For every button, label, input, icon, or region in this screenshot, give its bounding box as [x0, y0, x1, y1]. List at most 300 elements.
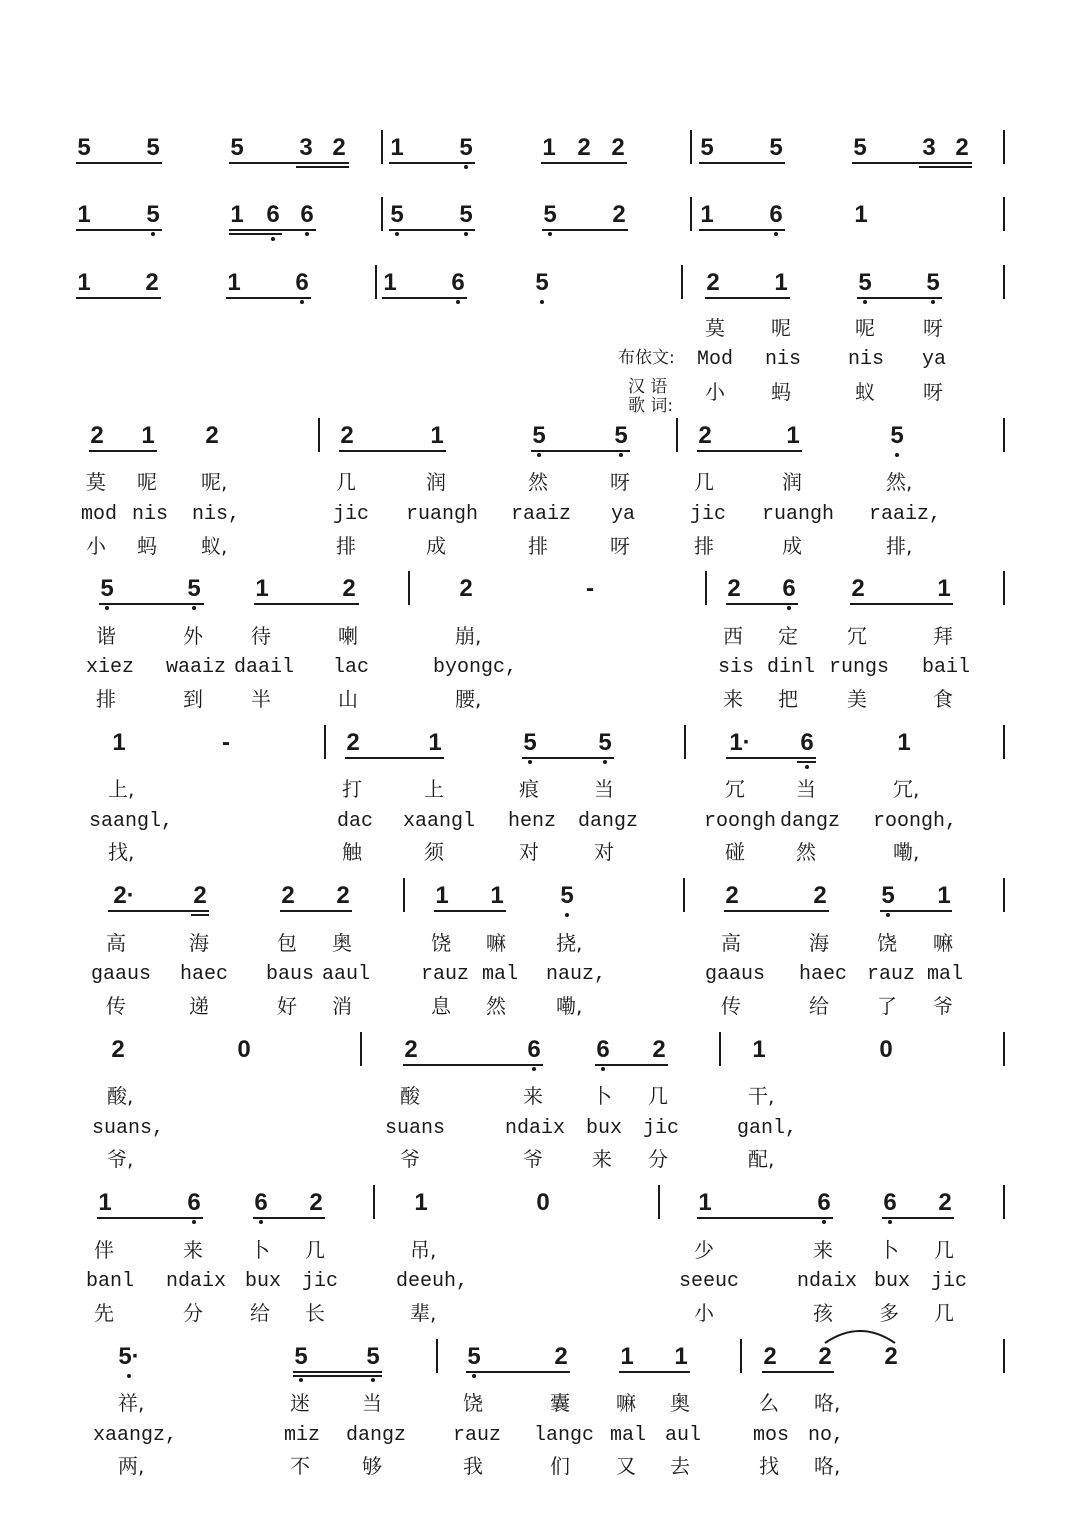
- lyric-buyi: langc: [534, 1424, 595, 1447]
- beam: [293, 1375, 382, 1377]
- note: 2: [813, 882, 827, 909]
- barline: [690, 197, 692, 231]
- barline: [1003, 1339, 1005, 1373]
- chinese-label-b: 歌 词:: [628, 396, 674, 416]
- note: 1: [700, 201, 714, 228]
- lyric-char: 么: [759, 1391, 779, 1415]
- low-dot: [787, 606, 791, 610]
- beam: [191, 914, 209, 916]
- note: 6: [596, 1036, 610, 1063]
- note: 6: [782, 575, 796, 602]
- lyric-char: 几: [694, 470, 714, 494]
- lyric-buyi: lac: [333, 656, 370, 679]
- note: 5: [890, 422, 904, 449]
- beam: [882, 1217, 954, 1219]
- lyric-translation: 们: [550, 1454, 570, 1478]
- beam: [345, 757, 444, 759]
- note: 5: [700, 134, 714, 161]
- barline: [375, 265, 377, 299]
- lyric-translation: 山: [338, 687, 358, 711]
- lyric-translation: 递: [189, 994, 209, 1018]
- lyric-char: 呀: [610, 470, 630, 494]
- note: 2: [763, 1343, 777, 1370]
- lyric-char: 谐: [96, 624, 116, 648]
- barline: [683, 878, 685, 912]
- note: 2: [611, 134, 625, 161]
- barline: [1003, 418, 1005, 452]
- beam: [389, 229, 475, 231]
- lyric-translation: 排: [96, 687, 116, 711]
- lyric-translation: 两,: [118, 1454, 145, 1478]
- beam: [403, 1064, 543, 1066]
- lyric-char: 莫: [86, 470, 106, 494]
- lyric-char: 冗: [725, 777, 745, 801]
- lyric-buyi: bail: [922, 656, 971, 679]
- beam: [705, 297, 790, 299]
- note: 1: [435, 882, 449, 909]
- barline: [719, 1032, 721, 1066]
- lyric-translation: 碰: [725, 840, 745, 864]
- note: -: [586, 575, 594, 602]
- lyric-char: 咯,: [814, 1391, 841, 1415]
- lyric-buyi: suans: [385, 1117, 446, 1140]
- lyric-char: 奥: [332, 931, 352, 955]
- lyric-translation: 排: [336, 534, 356, 558]
- lyric-char: 喇: [338, 624, 358, 648]
- lyric-char: 呢: [137, 470, 157, 494]
- lyric-buyi: suans,: [92, 1117, 165, 1140]
- lyric-buyi: rauz: [867, 963, 916, 986]
- beam: [595, 1064, 668, 1066]
- beam: [108, 910, 209, 912]
- lyric-translation: 把: [778, 687, 798, 711]
- lyric-translation: 不: [290, 1454, 310, 1478]
- note: 1: [786, 422, 800, 449]
- lyric-translation: 成: [782, 534, 802, 558]
- note: 6: [295, 269, 309, 296]
- lyric-translation: 好: [277, 994, 297, 1018]
- lyric-translation: 找: [759, 1454, 779, 1478]
- lyric-translation: 配,: [748, 1147, 775, 1171]
- note: 5: [523, 729, 537, 756]
- lyric-translation: 食: [933, 687, 953, 711]
- low-dot: [456, 300, 460, 304]
- lyric-translation: 蚂: [771, 380, 791, 404]
- lyric-buyi: dangz: [578, 810, 639, 833]
- barline: [408, 571, 410, 605]
- low-dot: [105, 606, 109, 610]
- note: 6: [187, 1189, 201, 1216]
- beam: [76, 162, 162, 164]
- note: 2: [111, 1036, 125, 1063]
- lyric-char: 定: [778, 624, 798, 648]
- lyric-translation: 半: [251, 687, 271, 711]
- note: 2: [346, 729, 360, 756]
- beam: [857, 297, 942, 299]
- beam: [726, 603, 798, 605]
- lyric-char: 润: [426, 470, 446, 494]
- lyric-buyi: ruangh: [406, 503, 479, 526]
- note: 1: [390, 134, 404, 161]
- lyric-buyi: xaangz,: [93, 1424, 178, 1447]
- note: 2: [554, 1343, 568, 1370]
- lyric-char: 然,: [886, 470, 913, 494]
- note: 5: [614, 422, 628, 449]
- low-dot: [565, 913, 569, 917]
- lyric-buyi: daail: [234, 656, 295, 679]
- lyric-buyi: dac: [337, 810, 374, 833]
- tie-arc: [823, 1325, 897, 1345]
- lyric-char: 呀: [923, 316, 943, 340]
- lyric-buyi: saangl,: [89, 810, 174, 833]
- low-dot: [464, 165, 468, 169]
- low-dot: [151, 232, 155, 236]
- barline: [1003, 571, 1005, 605]
- note: 5: [881, 882, 895, 909]
- beam: [76, 297, 161, 299]
- lyric-buyi: roongh,: [873, 810, 958, 833]
- beam: [880, 910, 952, 912]
- barline: [684, 725, 686, 759]
- barline: [324, 725, 326, 759]
- note: 2: [340, 422, 354, 449]
- lyric-char: 上,: [108, 777, 135, 801]
- note: 6: [527, 1036, 541, 1063]
- lyric-buyi: nis: [848, 348, 885, 371]
- lyric-char: 干,: [748, 1084, 775, 1108]
- lyric-translation: 来: [592, 1147, 612, 1171]
- lyric-buyi: dangz: [780, 810, 841, 833]
- note: 2·: [113, 882, 135, 909]
- beam: [850, 603, 953, 605]
- lyric-char: 饶: [431, 931, 451, 955]
- barline: [658, 1185, 660, 1219]
- lyric-translation: 爷: [523, 1147, 543, 1171]
- barline: [1003, 1185, 1005, 1219]
- lyric-char: 伴: [94, 1238, 114, 1262]
- lyric-translation: 爷: [400, 1147, 420, 1171]
- beam: [226, 297, 311, 299]
- note: 2: [342, 575, 356, 602]
- note: 1: [141, 422, 155, 449]
- lyric-translation: 分: [648, 1147, 668, 1171]
- note: 1: [230, 201, 244, 228]
- lyric-char: 囊: [550, 1391, 570, 1415]
- low-dot: [863, 300, 867, 304]
- beam: [229, 229, 316, 231]
- low-dot: [371, 1378, 375, 1382]
- lyric-translation: 美: [847, 687, 867, 711]
- note: -: [222, 729, 230, 756]
- note: 2: [90, 422, 104, 449]
- lyric-translation: 消: [332, 994, 352, 1018]
- note: 1·: [729, 729, 751, 756]
- lyric-translation: 传: [721, 994, 741, 1018]
- note: 5: [543, 201, 557, 228]
- lyric-char: 崩,: [455, 624, 482, 648]
- note: 1: [774, 269, 788, 296]
- lyric-translation: 嘞,: [893, 840, 920, 864]
- low-dot: [540, 300, 544, 304]
- note: 5: [769, 134, 783, 161]
- lyric-char: 奥: [670, 1391, 690, 1415]
- note: 5: [858, 269, 872, 296]
- lyric-char: 润: [782, 470, 802, 494]
- low-dot: [931, 300, 935, 304]
- note: 1: [752, 1036, 766, 1063]
- lyric-translation: 排: [694, 534, 714, 558]
- lyric-translation: 辈,: [410, 1301, 437, 1325]
- lyric-char: 几: [305, 1238, 325, 1262]
- lyric-char: 上: [424, 777, 444, 801]
- low-dot: [532, 1067, 536, 1071]
- note: 2: [332, 134, 346, 161]
- beam: [99, 603, 204, 605]
- lyric-translation: 长: [305, 1301, 325, 1325]
- lyric-translation: 来: [723, 687, 743, 711]
- lyric-buyi: jic: [333, 503, 370, 526]
- barline: [1003, 130, 1005, 164]
- lyric-buyi: dinl: [767, 656, 816, 679]
- note: 6: [451, 269, 465, 296]
- note: 5: [532, 422, 546, 449]
- beam: [724, 910, 829, 912]
- lyric-translation: 给: [250, 1301, 270, 1325]
- lyric-translation: 呀: [923, 380, 943, 404]
- note: 5: [146, 134, 160, 161]
- lyric-char: 酸: [400, 1084, 420, 1108]
- lyric-buyi: mod: [81, 503, 118, 526]
- lyric-buyi: bux: [586, 1117, 623, 1140]
- low-dot: [774, 232, 778, 236]
- lyric-char: 当: [796, 777, 816, 801]
- lyric-translation: 爷,: [107, 1147, 134, 1171]
- low-dot: [603, 760, 607, 764]
- lyric-translation: 传: [106, 994, 126, 1018]
- barline: [690, 130, 692, 164]
- lyric-char: 来: [523, 1084, 543, 1108]
- lyric-translation: 去: [670, 1454, 690, 1478]
- note: 5: [459, 201, 473, 228]
- lyric-char: 当: [362, 1391, 382, 1415]
- lyric-buyi: ndaix: [797, 1270, 858, 1293]
- beam: [619, 1371, 690, 1373]
- lyric-buyi: aul: [665, 1424, 702, 1447]
- lyric-char: 外: [183, 624, 203, 648]
- lyric-buyi: gaaus: [91, 963, 152, 986]
- lyric-char: 然: [528, 470, 548, 494]
- lyric-translation: 息: [431, 994, 451, 1018]
- lyric-buyi: nis: [132, 503, 169, 526]
- beam: [699, 162, 785, 164]
- lyric-char: 几: [934, 1238, 954, 1262]
- note: 5: [853, 134, 867, 161]
- lyric-buyi: haec: [799, 963, 848, 986]
- note: 2: [706, 269, 720, 296]
- lyric-buyi: mal: [610, 1424, 647, 1447]
- note: 5: [100, 575, 114, 602]
- low-dot: [886, 913, 890, 917]
- lyric-translation: 触: [342, 840, 362, 864]
- lyric-buyi: waaiz: [166, 656, 227, 679]
- beam: [797, 761, 816, 763]
- lyric-translation: 排: [528, 534, 548, 558]
- note: 0: [237, 1036, 251, 1063]
- barline: [373, 1185, 375, 1219]
- note: 0: [536, 1189, 550, 1216]
- lyric-char: 饶: [463, 1391, 483, 1415]
- lyric-translation: 给: [809, 994, 829, 1018]
- beam: [434, 910, 506, 912]
- note: 1: [937, 882, 951, 909]
- lyric-buyi: nis: [765, 348, 802, 371]
- beam: [389, 162, 475, 164]
- note: 5: [77, 134, 91, 161]
- note: 2: [205, 422, 219, 449]
- barline: [436, 1339, 438, 1373]
- low-dot: [300, 300, 304, 304]
- lyric-buyi: jic: [302, 1270, 339, 1293]
- note: 1: [112, 729, 126, 756]
- lyric-buyi: rauz: [453, 1424, 502, 1447]
- low-dot: [888, 1220, 892, 1224]
- lyric-buyi: jic: [643, 1117, 680, 1140]
- lyric-buyi: nis,: [192, 503, 241, 526]
- beam: [76, 229, 162, 231]
- note: 2: [818, 1343, 832, 1370]
- lyric-char: 呢: [771, 316, 791, 340]
- lyric-buyi: henz: [508, 810, 557, 833]
- low-dot: [805, 765, 809, 769]
- low-dot: [548, 232, 552, 236]
- beam: [699, 229, 785, 231]
- beam: [229, 233, 282, 235]
- lyric-translation: 须: [424, 840, 444, 864]
- note: 1: [428, 729, 442, 756]
- note: 2: [577, 134, 591, 161]
- lyric-char: 卜: [250, 1238, 270, 1262]
- low-dot: [192, 1220, 196, 1224]
- lyric-char: 迷: [290, 1391, 310, 1415]
- lyric-translation: 蚁,: [201, 534, 228, 558]
- note: 6: [300, 201, 314, 228]
- lyric-char: 海: [809, 931, 829, 955]
- barline: [360, 1032, 362, 1066]
- lyric-buyi: seeuc: [679, 1270, 740, 1293]
- beam: [382, 297, 467, 299]
- lyric-char: 高: [106, 931, 126, 955]
- lyric-translation: 够: [362, 1454, 382, 1478]
- note: 2: [404, 1036, 418, 1063]
- lyric-char: 来: [813, 1238, 833, 1262]
- lyric-translation: 分: [183, 1301, 203, 1325]
- lyric-translation: 小: [705, 380, 725, 404]
- note: 5·: [118, 1343, 140, 1370]
- note: 1: [674, 1343, 688, 1370]
- beam: [541, 162, 627, 164]
- lyric-char: 呢: [855, 316, 875, 340]
- beam: [697, 450, 802, 452]
- beam: [339, 450, 446, 452]
- note: 1: [897, 729, 911, 756]
- note: 1: [98, 1189, 112, 1216]
- lyric-buyi: rungs: [829, 656, 890, 679]
- note: 2: [145, 269, 159, 296]
- lyric-char: 海: [189, 931, 209, 955]
- low-dot: [395, 232, 399, 236]
- low-dot: [619, 453, 623, 457]
- lyric-buyi: jic: [690, 503, 727, 526]
- beam: [466, 1371, 570, 1373]
- barline: [403, 878, 405, 912]
- note: 1: [854, 201, 868, 228]
- lyric-translation: 爷: [933, 994, 953, 1018]
- low-dot: [537, 453, 541, 457]
- low-dot: [822, 1220, 826, 1224]
- chinese-label-a: 汉 语: [628, 377, 668, 397]
- lyric-buyi: sis: [718, 656, 755, 679]
- barline: [381, 197, 383, 231]
- note: 2: [884, 1343, 898, 1370]
- lyric-buyi: aaul: [322, 963, 371, 986]
- barline: [1003, 265, 1005, 299]
- note: 5: [926, 269, 940, 296]
- note: 2: [336, 882, 350, 909]
- lyric-char: 酸,: [107, 1084, 134, 1108]
- lyric-buyi: deeuh,: [396, 1270, 469, 1293]
- note: 6: [266, 201, 280, 228]
- barline: [740, 1339, 742, 1373]
- barline: [1003, 725, 1005, 759]
- lyric-char: 打: [342, 777, 362, 801]
- lyric-buyi: jic: [931, 1270, 968, 1293]
- lyric-buyi: mal: [482, 963, 519, 986]
- lyric-translation: 了: [877, 994, 897, 1018]
- note: 5: [146, 201, 160, 228]
- lyric-translation: 嘞,: [556, 994, 583, 1018]
- low-dot: [259, 1220, 263, 1224]
- note: 1: [620, 1343, 634, 1370]
- lyric-translation: 又: [616, 1454, 636, 1478]
- beam: [253, 1217, 325, 1219]
- barline: [1003, 878, 1005, 912]
- low-dot: [464, 232, 468, 236]
- lyric-translation: 然: [486, 994, 506, 1018]
- lyric-buyi: bux: [245, 1270, 282, 1293]
- lyric-char: 吊,: [410, 1238, 437, 1262]
- barline: [1003, 197, 1005, 231]
- lyric-char: 几: [336, 470, 356, 494]
- note: 2: [281, 882, 295, 909]
- beam: [254, 603, 359, 605]
- beam: [280, 910, 352, 912]
- note: 5: [598, 729, 612, 756]
- lyric-char: 呢,: [201, 470, 228, 494]
- lyric-translation: 成: [426, 534, 446, 558]
- note: 2: [851, 575, 865, 602]
- note: 1: [698, 1189, 712, 1216]
- note: 1: [542, 134, 556, 161]
- lyric-buyi: baus: [266, 963, 315, 986]
- lyric-char: 西: [723, 624, 743, 648]
- lyric-buyi: ndaix: [166, 1270, 227, 1293]
- lyric-buyi: ya: [922, 348, 947, 371]
- low-dot: [528, 760, 532, 764]
- beam: [229, 162, 349, 164]
- lyric-char: 几: [648, 1084, 668, 1108]
- lyric-char: 嘛: [616, 1391, 636, 1415]
- lyric-translation: 咯,: [814, 1454, 841, 1478]
